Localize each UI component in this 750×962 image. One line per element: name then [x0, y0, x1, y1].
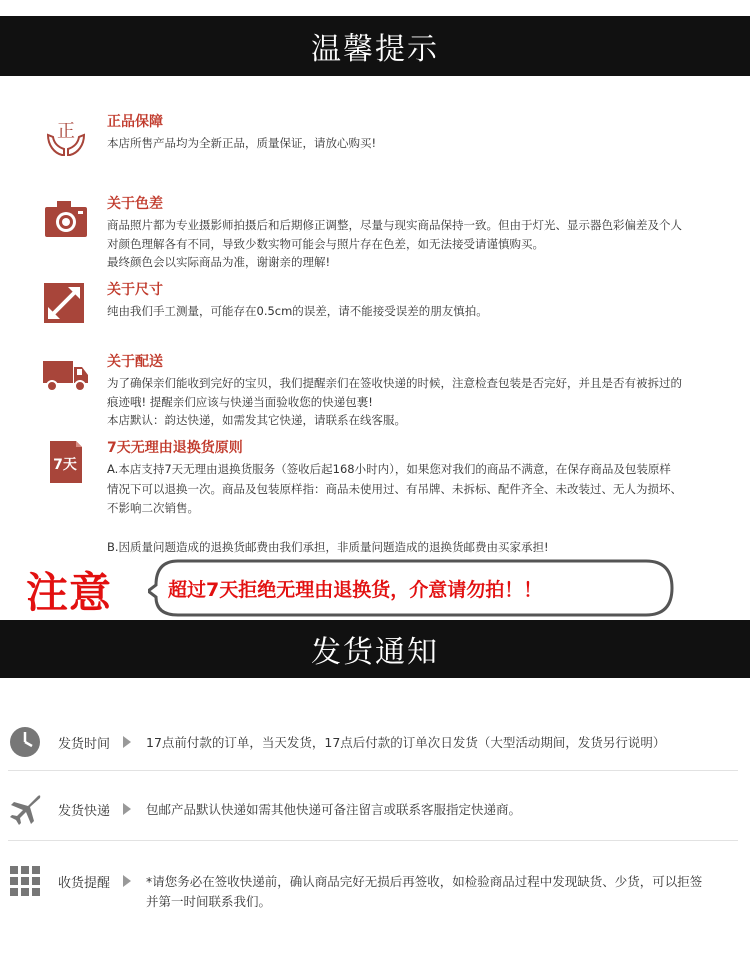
- header-title: 发货通知: [311, 635, 439, 670]
- airplane-icon: [8, 792, 42, 826]
- notice-title: 关于色差: [107, 196, 163, 212]
- grid-icon: [8, 864, 42, 898]
- clock-icon: [8, 725, 42, 759]
- attention-speech-bubble: [148, 557, 676, 619]
- notice-text: 商品照片都为专业摄影师拍摄后和后期修正调整，尽量与现实商品保持一致。但由于灯光、显示器色彩偏差及个人 对颜色理解各有不同，导致少数实物可能会与照片存在色差，如无法接受请谨慎购买。 最终颜色会以实际商品为准，谢谢亲的理解!: [107, 218, 682, 269]
- attention-label: 注意: [26, 568, 113, 617]
- header-title: 温馨提示: [311, 32, 439, 67]
- notice-title: 正品保障: [107, 114, 163, 130]
- header-banner-shipping-notice: [0, 620, 750, 678]
- attention-text: 超过7天拒绝无理由退换货，介意请勿拍！！: [168, 579, 543, 601]
- notice-text: 为了确保亲们能收到完好的宝贝，我们提醒亲们在签收快递的时候，注意检查包装是否完好，并且是否有被拆过的 痕迹哦! 提醒亲们应该与快递当面验收您的快递包裹! 本店默认：韵达快递，如需发其它快递，请联系在线客服。: [107, 376, 682, 427]
- shipping-label: 收货提醒: [58, 876, 111, 891]
- notice-title: 关于尺寸: [107, 282, 163, 298]
- arrow-right-icon: [123, 803, 131, 815]
- shipping-text: 17点前付款的订单，当天发货，17点后付款的订单次日发货（大型活动期间，发货另行说明）: [146, 735, 666, 750]
- notice-text: A.本店支持7天无理由退换货服务（签收后起168小时内），如果您对我们的商品不满意，在保存商品及包装原样 情况下可以退换一次。商品及包装原样指：商品未使用过、有吊牌、未拆标、配件齐全、未改装过、无人为损坏、 不影响二次销售。 B.因质量问题造成的退换货邮费由我们承担，非质量问题造成的退换货邮费由买家承担!: [107, 462, 682, 554]
- shipping-label: 发货快递: [58, 804, 111, 819]
- divider: [8, 770, 738, 771]
- svg-text:正: 正: [57, 121, 75, 142]
- shipping-text: *请您务必在签收快递前，确认商品完好无损后再签收，如检验商品过程中发现缺货、少货，可以拒签并第一时间联系我们。: [146, 874, 703, 909]
- notice-title: 7天无理由退换货原则: [107, 440, 243, 456]
- seven-day-return-icon: [42, 439, 90, 487]
- camera-icon: [42, 195, 90, 243]
- genuine-hands-icon: [42, 113, 90, 161]
- arrow-right-icon: [123, 736, 131, 748]
- notice-text: 纯由我们手工测量，可能存在0.5cm的误差，请不能接受误差的朋友慎拍。: [107, 304, 488, 318]
- shipping-label: 发货时间: [58, 737, 111, 752]
- notice-text: 本店所售产品均为全新正品，质量保证，请放心购买!: [107, 136, 377, 150]
- shipping-text: 包邮产品默认快递如需其他快递可备注留言或联系客服指定快递商。: [146, 802, 522, 817]
- divider: [8, 840, 738, 841]
- arrow-right-icon: [123, 875, 131, 887]
- header-banner-warm-tips: [0, 16, 750, 76]
- delivery-truck-icon: [42, 353, 90, 401]
- notice-title: 关于配送: [107, 354, 163, 370]
- measure-arrow-icon: [42, 281, 90, 329]
- svg-text:7天: 7天: [53, 457, 77, 473]
